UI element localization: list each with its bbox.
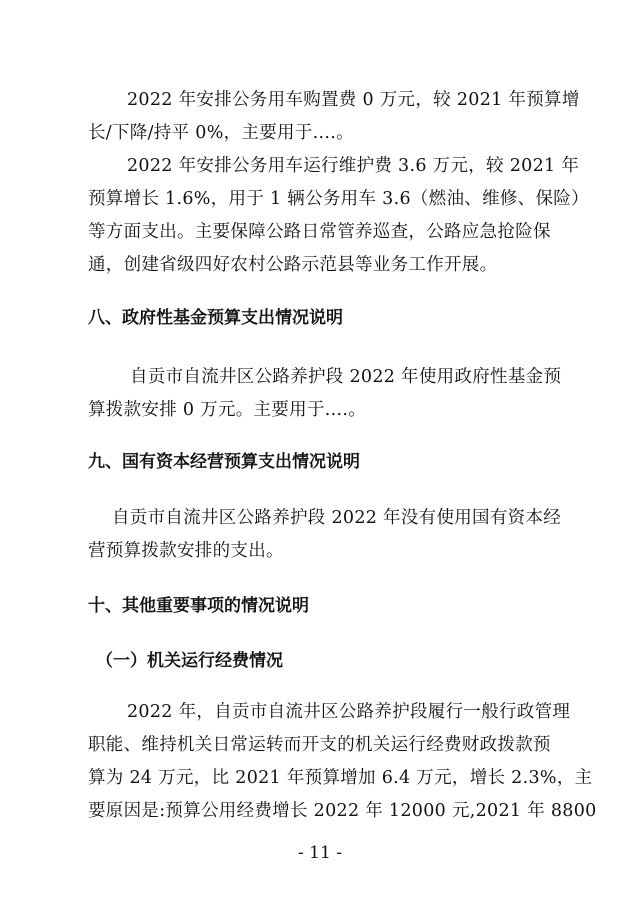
paragraph-vehicle-operation-line-1: 2022 年安排公务用车运行维护费 3.6 万元，较 2021 年 bbox=[127, 156, 580, 176]
page-number: - 11 - bbox=[298, 843, 342, 863]
section-8-heading: 八、政府性基金预算支出情况说明 bbox=[88, 308, 343, 328]
paragraph-operating-costs-line-2: 职能、维持机关日常运转而开支的机关运行经费财政拨款预 bbox=[88, 735, 551, 755]
section-10-heading: 十、其他重要事项的情况说明 bbox=[88, 596, 309, 616]
paragraph-state-capital-line-2: 营预算拨款安排的支出。 bbox=[88, 541, 284, 561]
paragraph-operating-costs-line-3: 算为 24 万元，比 2021 年预算增加 6.4 万元，增长 2.3%，主 bbox=[88, 768, 593, 788]
subsection-1-heading: （一）机关运行经费情况 bbox=[96, 651, 283, 671]
paragraph-vehicle-purchase-line-1: 2022 年安排公务用车购置费 0 万元，较 2021 年预算增 bbox=[127, 90, 580, 110]
paragraph-gov-fund-line-2: 算拨款安排 0 万元。主要用于....。 bbox=[88, 400, 367, 420]
paragraph-vehicle-operation-line-4: 通，创建省级四好农村公路示范县等业务工作开展。 bbox=[88, 255, 498, 275]
paragraph-gov-fund-line-1: 自贡市自流井区公路养护段 2022 年使用政府性基金预 bbox=[130, 367, 562, 387]
paragraph-operating-costs-line-4: 要原因是:预算公用经费增长 2022 年 12000 元,2021 年 8800 bbox=[88, 801, 597, 821]
paragraph-vehicle-operation-line-2: 预算增长 1.6%，用于 1 辆公务用车 3.6（燃油、维修、保险） bbox=[88, 189, 589, 209]
paragraph-vehicle-operation-line-3: 等方面支出。主要保障公路日常管养巡查，公路应急抢险保 bbox=[88, 222, 551, 242]
section-9-heading: 九、国有资本经营预算支出情况说明 bbox=[88, 452, 360, 472]
paragraph-state-capital-line-1: 自贡市自流井区公路养护段 2022 年没有使用国有资本经 bbox=[112, 508, 562, 528]
paragraph-operating-costs-line-1: 2022 年，自贡市自流井区公路养护段履行一般行政管理 bbox=[127, 702, 571, 722]
paragraph-vehicle-purchase-line-2: 长/下降/持平 0%，主要用于....。 bbox=[88, 123, 354, 143]
